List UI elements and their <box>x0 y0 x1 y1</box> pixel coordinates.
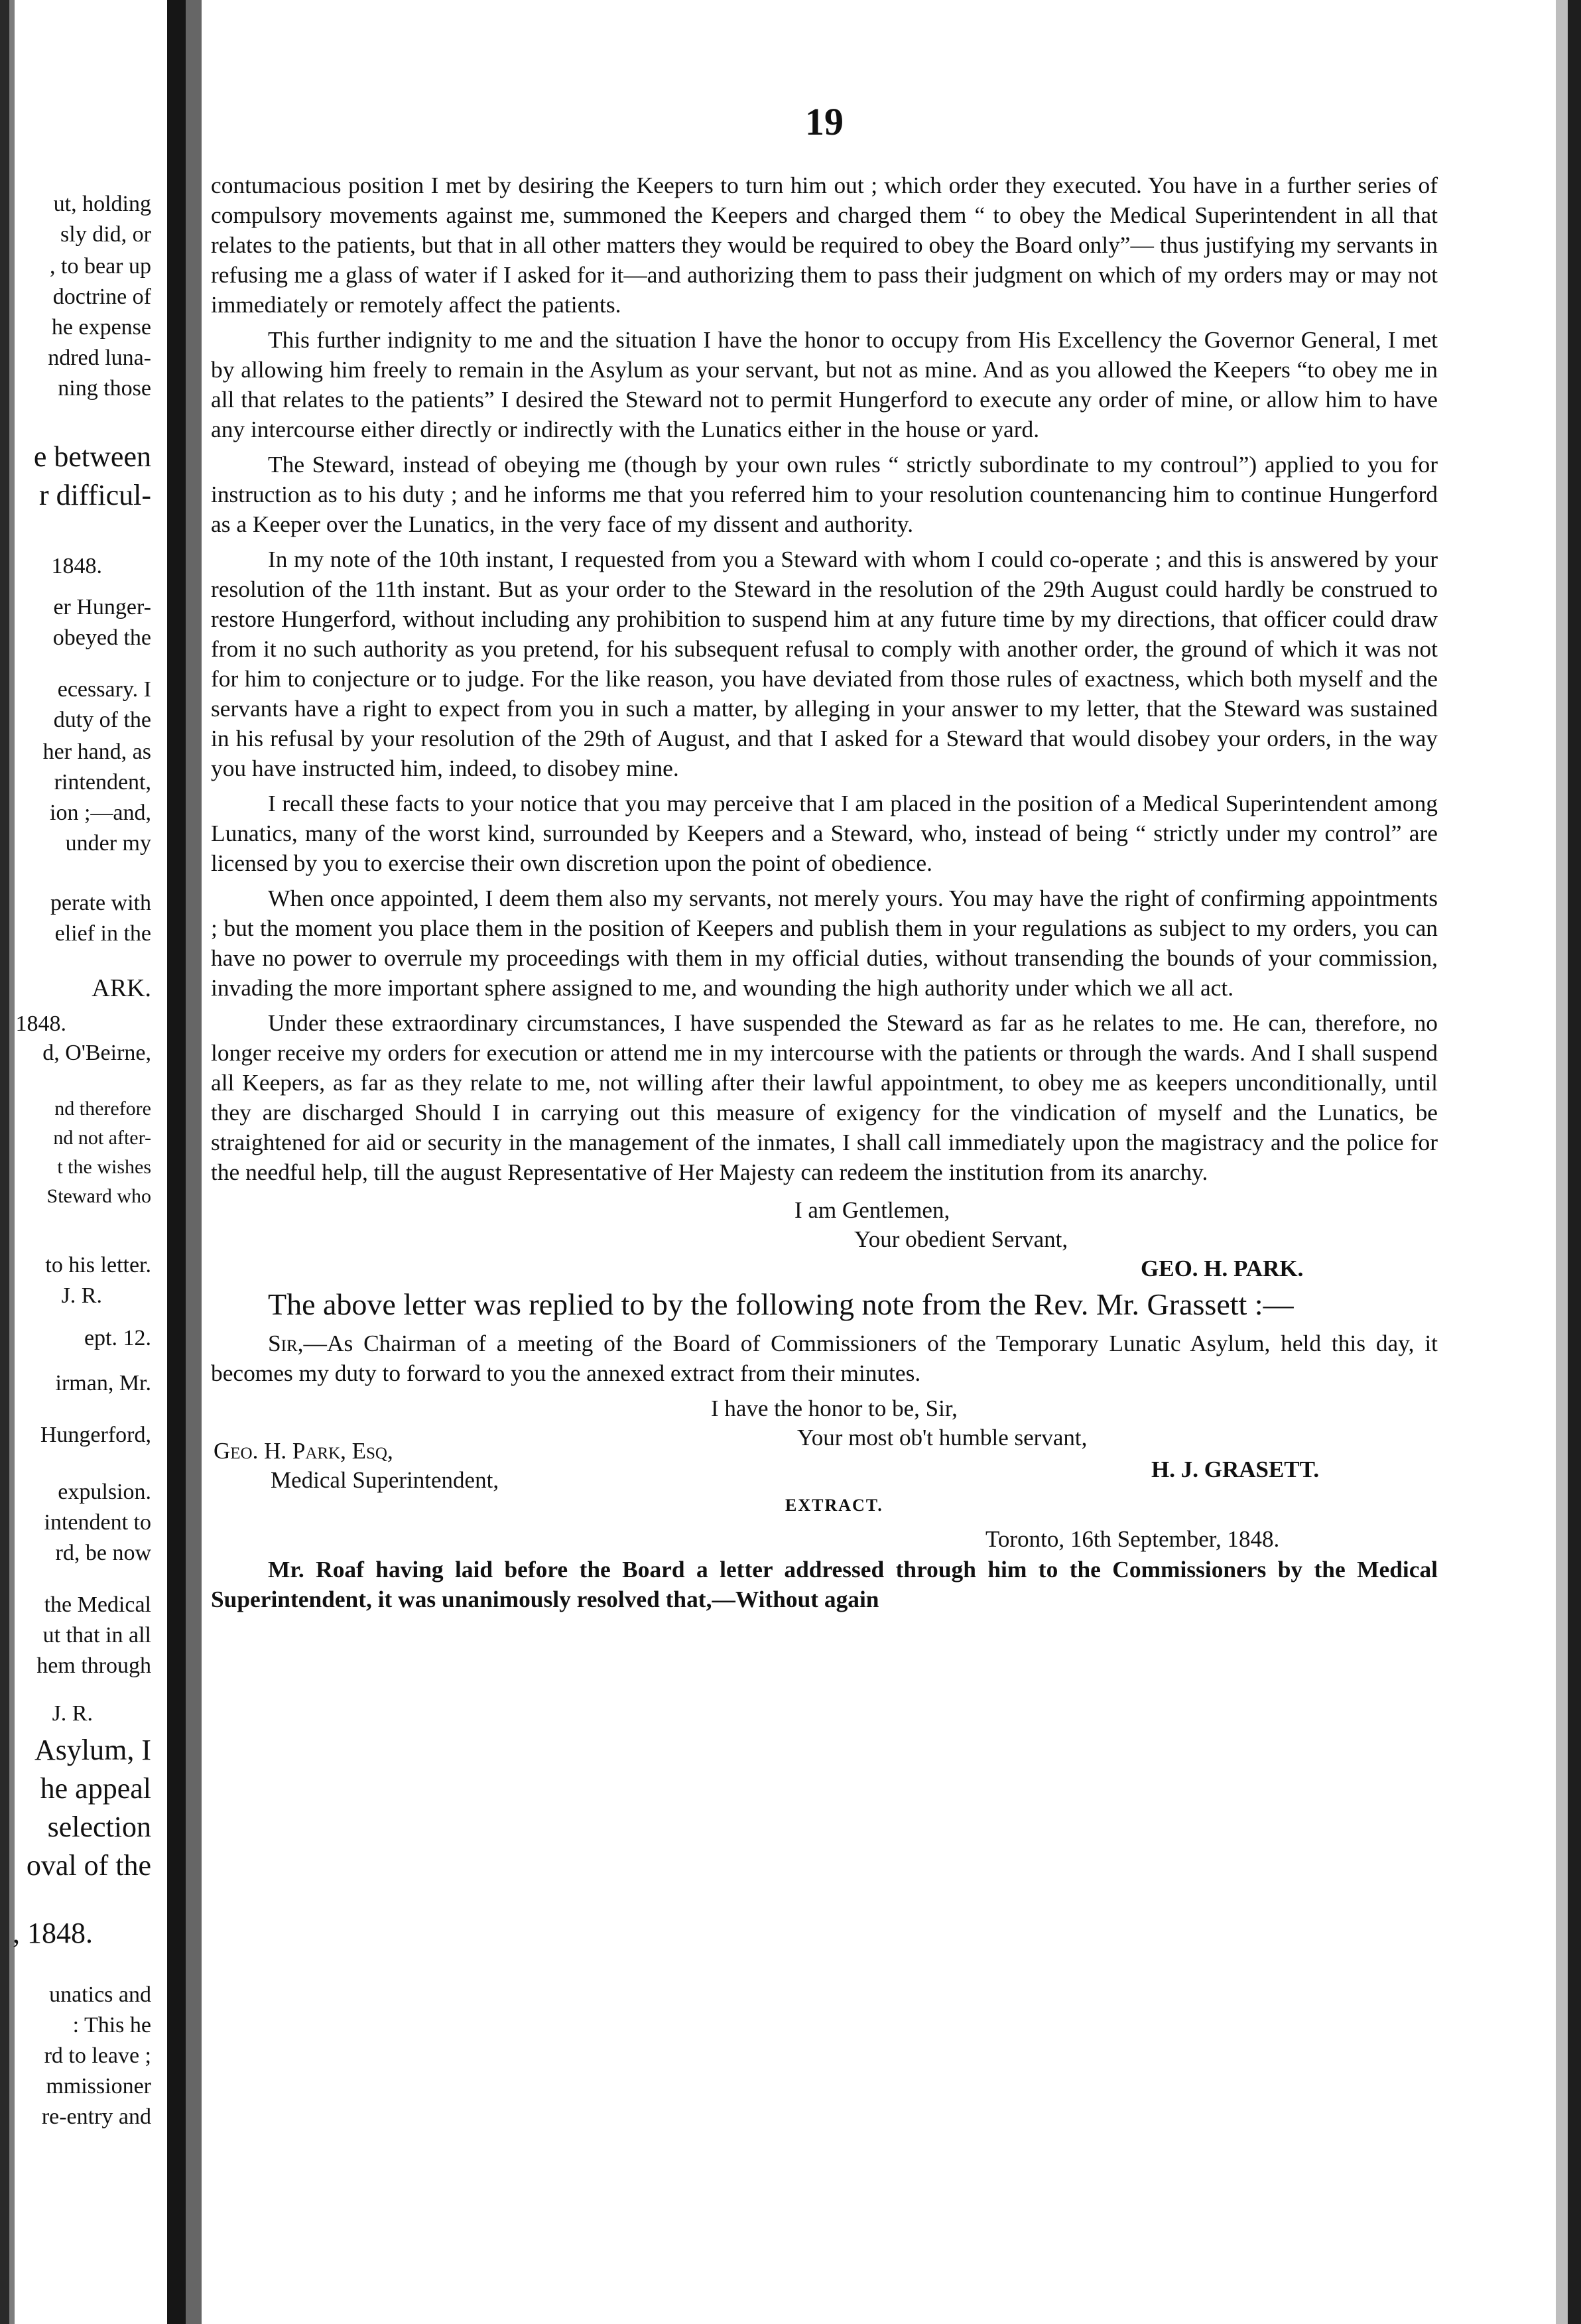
left-fragment: , 1848. <box>13 1917 93 1949</box>
left-fragment: ning those <box>58 376 151 401</box>
left-fragment: Asylum, I <box>34 1734 151 1766</box>
left-fragment: : This he <box>72 2013 151 2037</box>
left-fragment: perate with <box>50 891 151 915</box>
reply-addressee-title: Medical Superintendent, <box>271 1467 499 1493</box>
left-fragment: rintendent, <box>54 770 151 795</box>
left-fragment: re-entry and <box>41 2104 151 2129</box>
closing-signature: GEO. H. PARK. <box>1141 1256 1304 1281</box>
left-fragment: t the wishes <box>57 1156 151 1178</box>
left-fragment: he appeal <box>40 1772 151 1805</box>
paragraph: In my note of the 10th instant, I requested from you a Steward with whom I could co-operate ; and this is answered by your resolution of the 11th instant. But as your order to the Steward in the resolution of the 29th August could hardly be construed to restore Hungerford, without including any prohibition to suspend him at any future time by my directions, that officer could draw from it no such authority as you pretend, for his subsequent refusal to comply with another order, the ground of which it was not for him to conjecture or to judge. For the like reason, you have deviated from those rules of exactness, which both myself and the servants have a right to expect from you in such a matter, by alleging in your answer to my letter, that the Steward was sustained in his refusal by your resolution of the 29th of August, and that I asked for a Steward that would disobey your orders, in the way you have instructed him, indeed, to disobey mine. <box>211 546 1438 781</box>
closing-servant: Your obedient Servant, <box>854 1226 1068 1252</box>
left-fragment: selection <box>47 1811 151 1843</box>
extract-text: Mr. Roaf having laid before the Board a letter addressed through him to the Commissioners by the Medical Superintendent, it was unanimously resolved that,—Without again <box>211 1556 1438 1612</box>
left-fragment: 1848. <box>51 554 102 578</box>
left-fragment: Hungerford, <box>40 1423 151 1447</box>
left-fragment: , to bear up <box>50 254 151 279</box>
left-fragment: ut that in all <box>42 1623 151 1647</box>
left-fragment: ecessary. I <box>57 677 151 702</box>
left-fragment: unatics and <box>49 1982 151 2007</box>
reply-body <box>211 1328 1438 1388</box>
reply-addressee: Geo. H. Park, Esq, <box>214 1438 393 1464</box>
binding-shadow <box>186 0 202 2324</box>
left-fragment: under my <box>65 831 151 856</box>
left-fragment: e between <box>33 440 151 473</box>
paragraph: The Steward, instead of obeying me (though by your own rules “ strictly subordinate to my controul”) applied to you for instruction as to his duty ; and he informs me that you referred him to your resolution countenancing him to continue Hungerford as a Keeper over the Lunatics, in the very face of my dissent and authority. <box>211 451 1438 537</box>
left-fragment: 1848. <box>15 1011 66 1036</box>
left-fragment: the Medical <box>44 1592 151 1617</box>
left-fragment: to his letter. <box>45 1253 151 1277</box>
left-fragment: he expense <box>51 315 151 340</box>
reply-honor: I have the honor to be, Sir, <box>711 1395 958 1421</box>
extract-date: Toronto, 16th September, 1848. <box>985 1526 1280 1552</box>
left-fragment: ndred luna- <box>48 346 151 370</box>
left-fragment: sly did, or <box>60 222 151 247</box>
closing-salutation: I am Gentlemen, <box>794 1197 950 1223</box>
left-fragment: d, O'Beirne, <box>42 1041 151 1065</box>
reply-salutation: Sir, <box>268 1330 304 1356</box>
reply-text: —As Chairman of a meeting of the Board of Commissioners of the Temporary Lunatic Asylum, held this day, it becomes my duty to forward to you the annexed extract from their minutes. <box>211 1330 1438 1386</box>
adjacent-page-column <box>0 0 166 2324</box>
extract-date-row <box>211 1524 1438 1555</box>
paragraph: Under these extraordinary circumstances, I have suspended the Steward as far as he relates to me. He can, therefore, no longer receive my orders for execution or attend me in my intercourse with the patients or through the wards. And I shall suspend all Keepers, as far as they relate to me, not willing after their lawful appointment, to obey me as keepers unconditionally, until they are discharged Should I in carrying out this measure of exigency for the vindication of myself and the Lunatics, be straightened for aid or security in the management of the inmates, I shall call immediately upon the magistracy and the police for the needful help, till the august Representative of Her Majesty can redeem the institution from its anarchy. <box>211 1009 1438 1185</box>
left-fragment: doctrine of <box>52 285 151 309</box>
left-fragment: er Hunger- <box>53 595 151 619</box>
left-fragment: obeyed the <box>52 625 151 650</box>
page-edge-dark <box>1568 0 1581 2324</box>
left-fragment: elief in the <box>54 921 151 946</box>
left-fragment: oval of the <box>26 1849 151 1882</box>
extract-label: EXTRACT. <box>785 1496 883 1515</box>
reply-closing <box>211 1388 1438 1524</box>
left-fragment: J. R. <box>52 1701 93 1726</box>
left-fragment: rd, be now <box>55 1541 151 1565</box>
left-fragment: duty of the <box>53 708 151 732</box>
left-fragment: nd therefore <box>54 1098 151 1120</box>
left-fragment: intendent to <box>44 1510 151 1535</box>
left-fragment: ion ;—and, <box>50 801 151 825</box>
left-fragment: her hand, as <box>42 740 151 764</box>
paragraph: I recall these facts to your notice that you may perceive that I am placed in the position of a Medical Superintendent among Lunatics, many of the worst kind, surrounded by Keepers and a Steward, who, instead of being “ strictly under my control” are licensed by you to exercise their own discretion upon the point of obedience. <box>211 790 1438 876</box>
left-fragment: hem through <box>36 1653 151 1678</box>
left-fragment: ARK. <box>92 974 151 1002</box>
left-fragment: expulsion. <box>58 1480 151 1504</box>
left-fragment: ept. 12. <box>84 1326 151 1350</box>
intro-note: The above letter was replied to by the following note from the Rev. Mr. Grassett :— <box>268 1287 1294 1321</box>
reply-signature: H. J. GRASETT. <box>1151 1456 1320 1482</box>
page-edge-light <box>1556 0 1568 2324</box>
binding-gutter <box>167 0 186 2324</box>
paragraph: This further indignity to me and the situation I have the honor to occupy from His Excellency the Governor General, I met by allowing him freely to remain in the Asylum as your servant, but not as mine. And as you allowed the Keepers “to obey me in all that relates to the patients” I desired the Steward not to permit Hungerford to execute any order of mine, or allow him to have any intercourse either directly or indirectly with the Lunatics either in the house or yard. <box>211 326 1438 442</box>
left-fragment: irman, Mr. <box>55 1371 151 1395</box>
paragraph-continuation: contumacious position I met by desiring the Keepers to turn him out ; which order they executed. You have in a further series of compulsory movements against me, summoned the Keepers and charged them “ to obey the Medical Superintendent in all that relates to the patients, but that in all other matters they would be required to obey the Board only”— thus justifying my servants in refusing me a glass of water if I asked for it—and authorizing them to pass their judgment on which of my orders may or may not immediately or remotely affect the patients. <box>211 172 1438 318</box>
page-body <box>211 99 1438 1614</box>
left-fragment: ut, holding <box>53 192 151 216</box>
left-fragment: nd not after- <box>53 1127 151 1149</box>
paragraph: When once appointed, I deem them also my servants, not merely yours. You may have the right of confirming appointments ; but the moment you place them in the position of Keepers and publish them in your regulations as subject to my orders, you can have no power to overrule my proceedings with them in my official duties, without transending the bounds of your commission, invading the more important sphere assigned to me, and wounding the high authority under which we all act. <box>211 885 1438 1001</box>
reply-servant: Your most ob't humble servant, <box>797 1425 1088 1451</box>
left-fragment: J. R. <box>61 1283 102 1308</box>
letter-closing <box>211 1187 1438 1281</box>
left-fragment: rd to leave ; <box>44 2043 151 2068</box>
left-fragment: mmissioner <box>46 2074 151 2098</box>
left-fragment: r difficul- <box>38 479 151 511</box>
left-fragment: Steward who <box>46 1185 151 1207</box>
page-number: 19 <box>805 100 844 143</box>
